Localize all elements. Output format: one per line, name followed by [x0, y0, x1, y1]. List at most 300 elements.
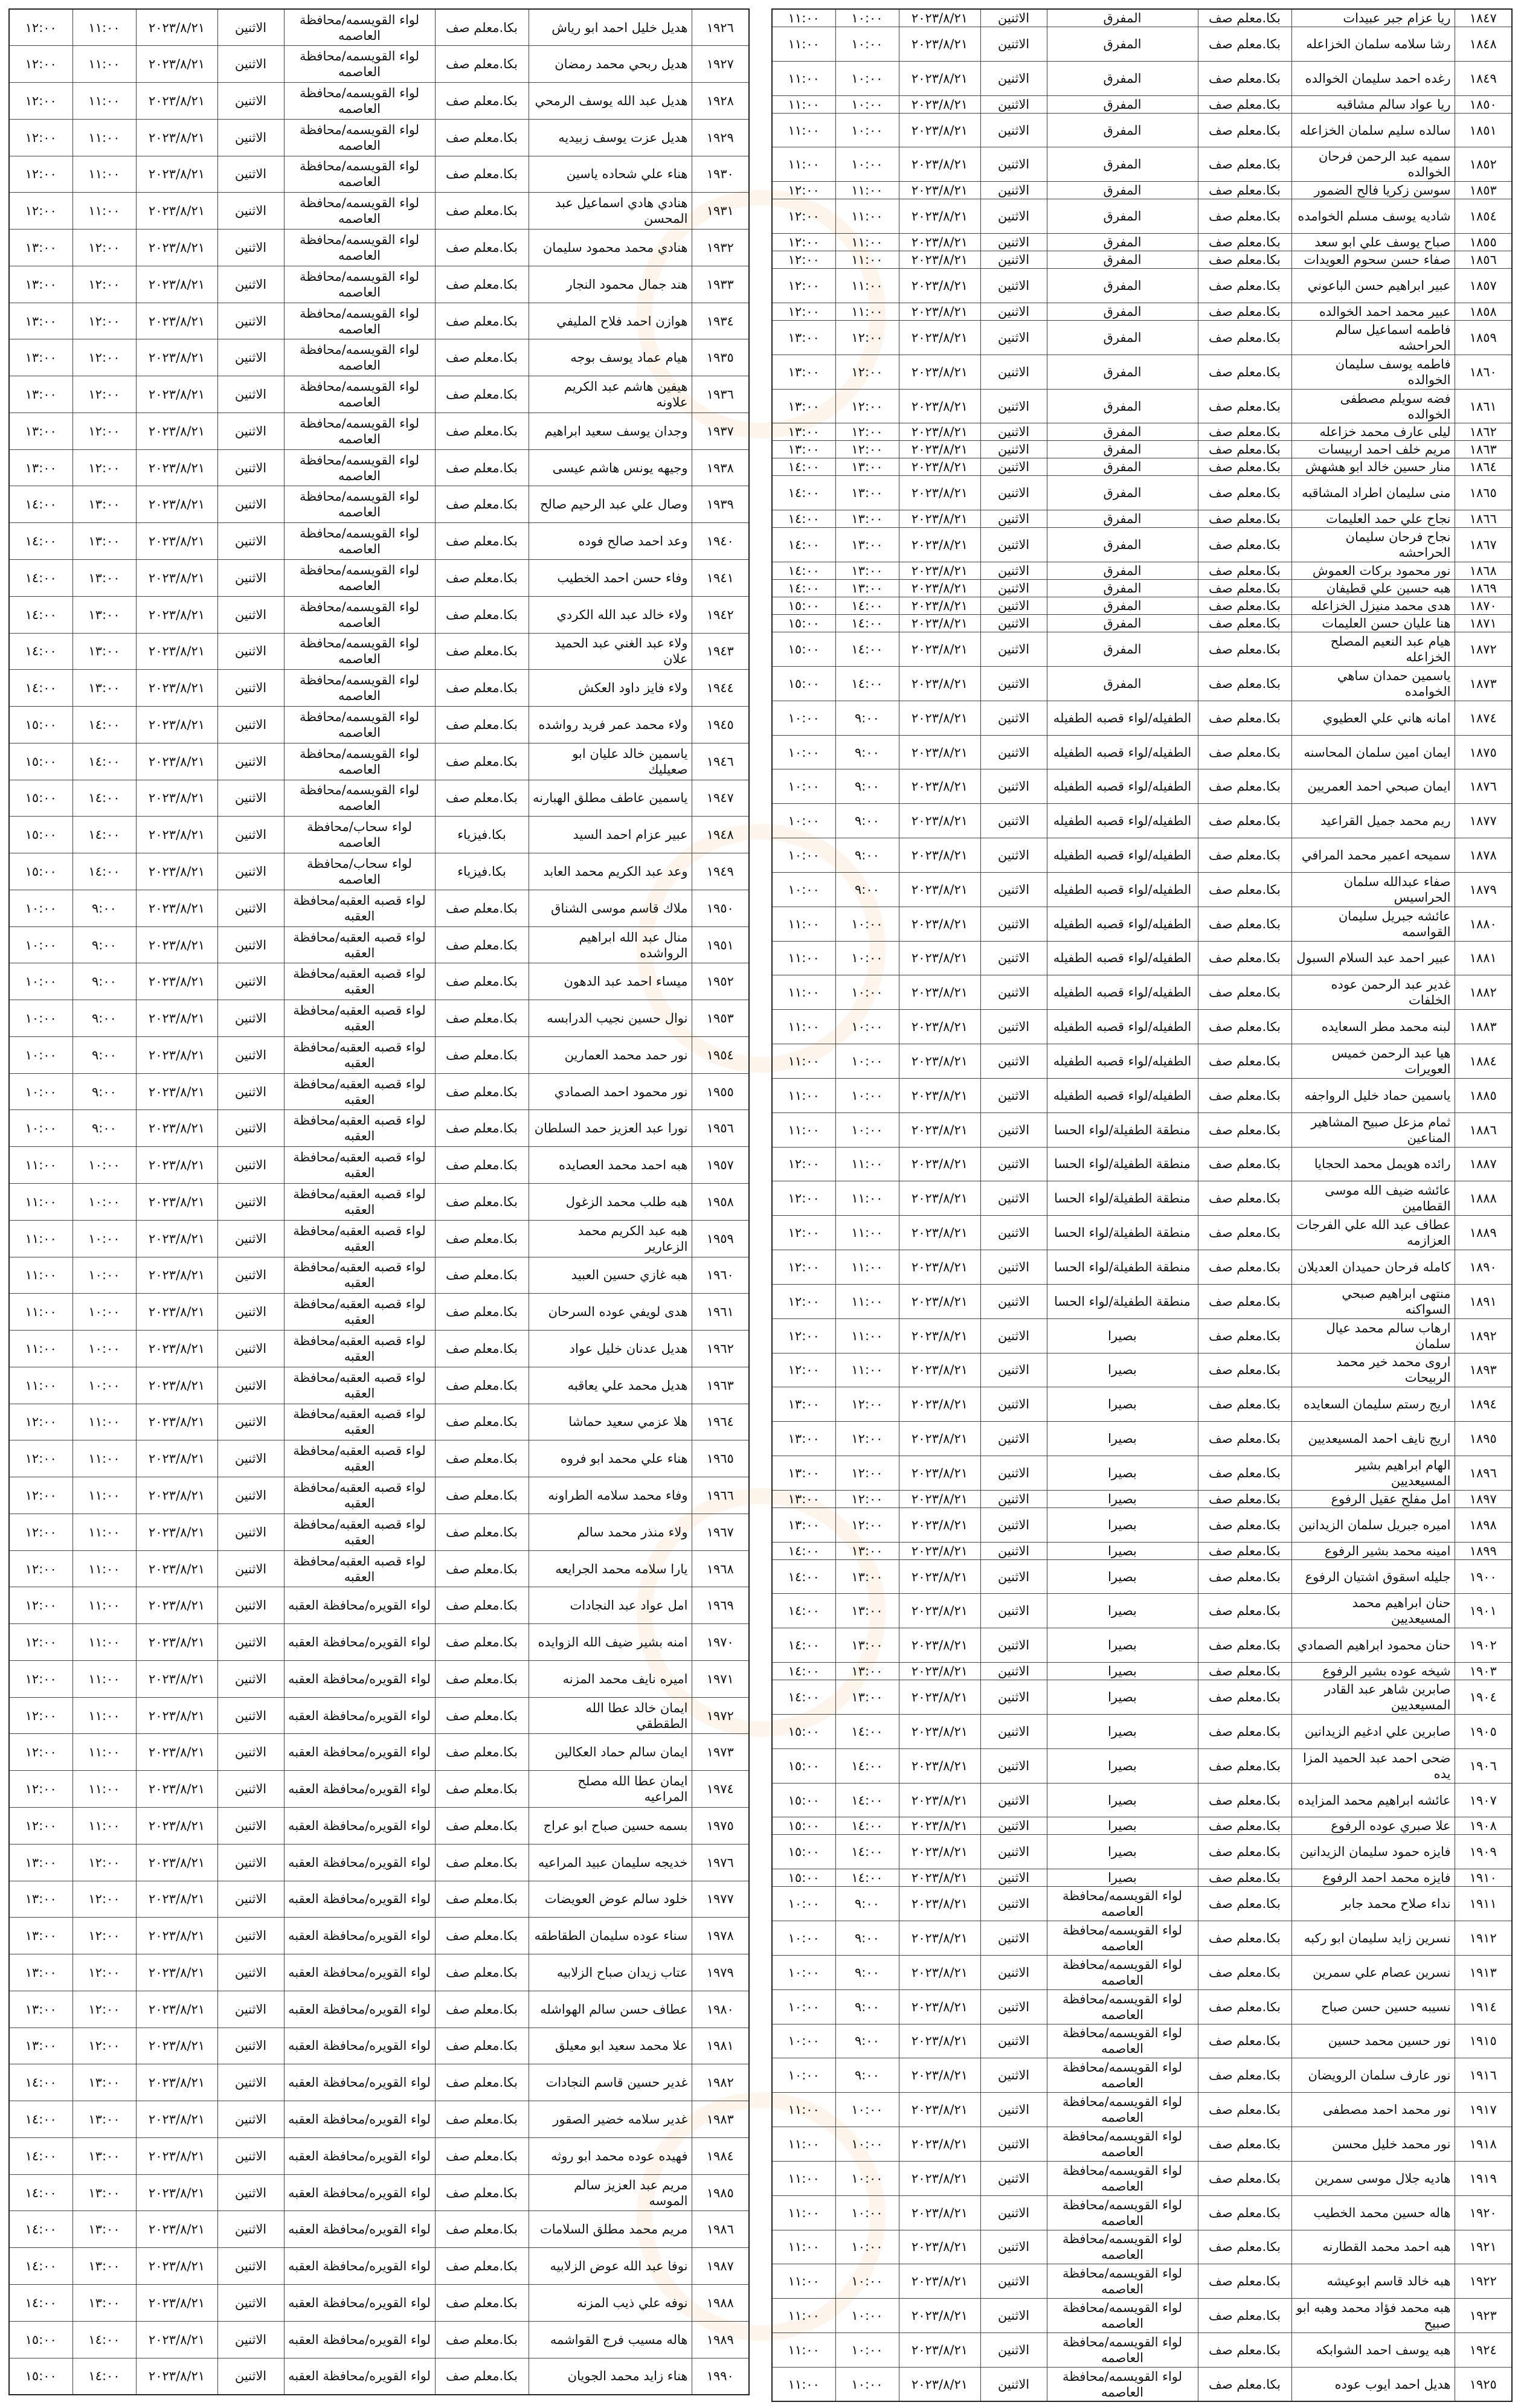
candidate-name: عبير احمد عبد السلام السبول	[1291, 941, 1455, 975]
row-number: ١٩١٩	[1455, 2161, 1512, 2195]
location: منطقة الطفيلة/لواء الحسا	[1047, 1112, 1198, 1147]
end-time: ١٣:٠٠	[9, 1881, 72, 1918]
end-time: ١٣:٠٠	[772, 1507, 835, 1542]
exam-day: الاثنين	[217, 1734, 284, 1771]
exam-day: الاثنين	[217, 780, 284, 817]
exam-date: ٢٠٢٣/٨/٢١	[899, 269, 980, 303]
location: لواء قصبه العقبه/محافظة العقبه	[284, 926, 435, 963]
row-number: ١٩١١	[1455, 1887, 1512, 1921]
exam-day: الاثنين	[980, 666, 1047, 701]
exam-date: ٢٠٢٣/٨/٢١	[899, 735, 980, 769]
exam-day: الاثنين	[217, 1477, 284, 1514]
start-time: ٩:٠٠	[72, 1073, 136, 1110]
start-time: ١٣:٠٠	[72, 523, 136, 560]
location: لواء قصبه العقبه/محافظة العقبه	[284, 1147, 435, 1184]
exam-day: الاثنين	[217, 193, 284, 230]
start-time: ١١:٠٠	[835, 269, 899, 303]
exam-day: الاثنين	[980, 615, 1047, 632]
specialization: بكا.معلم صف	[435, 1954, 529, 1991]
specialization: بكا.معلم صف	[1198, 1559, 1291, 1594]
candidate-name: عائشه ضيف الله موسى القطامين	[1291, 1181, 1455, 1216]
start-time: ١٤:٠٠	[835, 1714, 899, 1748]
exam-date: ٢٠٢٣/٨/٢١	[136, 926, 217, 963]
candidate-name: نور محمد خليل محسن	[1291, 2127, 1455, 2162]
candidate-name: غدير سلامه خضير الصقور	[529, 2101, 692, 2138]
location: منطقة الطفيلة/لواء الحسا	[1047, 1216, 1198, 1250]
exam-day: الاثنين	[217, 2284, 284, 2321]
exam-date: ٢٠٢٣/٨/٢١	[899, 95, 980, 113]
specialization: بكا.معلم صف	[435, 413, 529, 449]
location: الطفيله/لواء قصبه الطفيله	[1047, 838, 1198, 873]
candidate-name: اريج رستم سليمان السعايده	[1291, 1387, 1455, 1422]
start-time: ١٢:٠٠	[835, 320, 899, 355]
location: لواء القويره/محافظة العقبه	[284, 1881, 435, 1918]
exam-day: الاثنين	[217, 1331, 284, 1367]
exam-day: الاثنين	[980, 769, 1047, 804]
exam-date: ٢٠٢٣/٨/٢١	[899, 1216, 980, 1250]
exam-day: الاثنين	[217, 523, 284, 560]
table-row	[9, 1734, 749, 1771]
row-number: ١٨٨٦	[1455, 1112, 1512, 1147]
start-time: ٩:٠٠	[72, 1036, 136, 1073]
end-time: ١٤:٠٠	[772, 580, 835, 597]
table-row	[772, 769, 1512, 804]
row-number: ١٩٦٧	[692, 1514, 749, 1550]
start-time: ١١:٠٠	[72, 1624, 136, 1661]
start-time: ١٤:٠٠	[835, 615, 899, 632]
start-time: ١٢:٠٠	[835, 1507, 899, 1542]
exam-day: الاثنين	[217, 853, 284, 890]
start-time: ١٤:٠٠	[72, 817, 136, 853]
specialization: بكا.معلم صف	[1198, 1955, 1291, 1989]
row-number: ١٩٠٠	[1455, 1559, 1512, 1594]
row-number: ١٩٨١	[692, 2028, 749, 2064]
table-row	[9, 1624, 749, 1661]
exam-date: ٢٠٢٣/٨/٢١	[899, 1714, 980, 1748]
location: المفرق	[1047, 113, 1198, 147]
start-time: ٩:٠٠	[72, 890, 136, 926]
row-number: ١٨٩٩	[1455, 1542, 1512, 1559]
row-number: ١٨٧٦	[1455, 769, 1512, 804]
candidate-name: ولاء عبد الغني عبد الحميد علان	[529, 633, 692, 670]
table-row	[9, 2284, 749, 2321]
candidate-name: مريم عبد العزيز سالم الموسه	[529, 2174, 692, 2211]
exam-day: الاثنين	[980, 1181, 1047, 1216]
start-time: ١٠:٠٠	[835, 941, 899, 975]
candidate-name: سميه عبد الرحمن فرحان الخوالده	[1291, 147, 1455, 182]
specialization: بكا.معلم صف	[435, 743, 529, 780]
start-time: ١٣:٠٠	[835, 1663, 899, 1680]
table-row	[772, 423, 1512, 441]
table-row	[9, 413, 749, 449]
start-time: ١٠:٠٠	[835, 2230, 899, 2264]
candidate-name: عبير عزام احمد السيد	[529, 817, 692, 853]
candidate-name: منار حسين خالد ابو هشهش	[1291, 458, 1455, 476]
table-row	[9, 1477, 749, 1514]
end-time: ١٢:٠٠	[9, 9, 72, 46]
end-time: ١٢:٠٠	[9, 119, 72, 156]
row-number: ١٨٩٧	[1455, 1490, 1512, 1507]
specialization: بكا.معلم صف	[435, 303, 529, 339]
table-row	[772, 1147, 1512, 1181]
exam-day: الاثنين	[980, 1422, 1047, 1456]
row-number: ١٨٩٥	[1455, 1422, 1512, 1456]
location: لواء القويسمه/محافظة العاصمه	[284, 449, 435, 486]
exam-date: ٢٠٢٣/٨/٢١	[899, 303, 980, 320]
location: بصيرا	[1047, 1835, 1198, 1869]
exam-day: الاثنين	[980, 2367, 1047, 2401]
start-time: ١٣:٠٠	[72, 2137, 136, 2174]
row-number: ١٨٦٢	[1455, 423, 1512, 441]
exam-day: الاثنين	[980, 1817, 1047, 1835]
candidate-name: مريم محمد مطلق السلامات	[529, 2211, 692, 2248]
end-time: ١٥:٠٠	[9, 707, 72, 743]
row-number: ١٩٠٥	[1455, 1714, 1512, 1748]
end-time: ١٢:٠٠	[9, 193, 72, 230]
row-number: ١٩٤٠	[692, 523, 749, 560]
exam-date: ٢٠٢٣/٨/٢١	[136, 853, 217, 890]
row-number: ١٩٣٢	[692, 230, 749, 266]
location: لواء القويره/محافظة العقبه	[284, 2211, 435, 2248]
document-page	[8, 8, 1513, 2400]
exam-date: ٢٠٢٣/٨/٢١	[136, 523, 217, 560]
end-time: ١١:٠٠	[772, 1044, 835, 1079]
location: لواء القويسمه/محافظة العاصمه	[1047, 2299, 1198, 2333]
specialization: بكا.معلم صف	[435, 523, 529, 560]
exam-day: الاثنين	[217, 1367, 284, 1404]
exam-day: الاثنين	[980, 27, 1047, 62]
row-number: ١٩١٦	[1455, 2058, 1512, 2093]
location: بصيرا	[1047, 1490, 1198, 1507]
candidate-name: وفاء محمد سلامه الطراونه	[529, 1477, 692, 1514]
exam-day: الاثنين	[980, 234, 1047, 251]
candidate-name: نجاح علي حمد العليمات	[1291, 510, 1455, 528]
start-time: ١٣:٠٠	[72, 559, 136, 596]
table-row	[772, 1250, 1512, 1285]
end-time: ١٠:٠٠	[9, 1036, 72, 1073]
specialization: بكا.معلم صف	[435, 1440, 529, 1477]
exam-date: ٢٠٢٣/٨/٢١	[899, 2058, 980, 2093]
start-time: ١٣:٠٠	[835, 562, 899, 580]
specialization: بكا.معلم صف	[1198, 1680, 1291, 1715]
end-time: ١٢:٠٠	[772, 1353, 835, 1387]
start-time: ١٣:٠٠	[72, 670, 136, 707]
exam-date: ٢٠٢٣/٨/٢١	[899, 355, 980, 389]
specialization: بكا.معلم صف	[435, 2248, 529, 2285]
candidate-name: عبير ابراهيم حسن الباعوني	[1291, 269, 1455, 303]
specialization: بكا.معلم صف	[435, 926, 529, 963]
row-number: ١٨٨٣	[1455, 1010, 1512, 1044]
table-row	[772, 1507, 1512, 1542]
row-number: ١٩٢٧	[692, 46, 749, 83]
start-time: ١٣:٠٠	[835, 1680, 899, 1715]
location: لواء القويسمه/محافظة العاصمه	[284, 486, 435, 523]
candidate-name: ارهاب سالم محمد عيال سلمان	[1291, 1318, 1455, 1353]
specialization: بكا.معلم صف	[435, 2137, 529, 2174]
exam-day: الاثنين	[217, 2174, 284, 2211]
start-time: ١٠:٠٠	[835, 2299, 899, 2333]
candidate-name: هناء علي محمد ابو فروه	[529, 1440, 692, 1477]
table-row	[9, 156, 749, 193]
exam-day: الاثنين	[980, 389, 1047, 423]
start-time: ١١:٠٠	[72, 119, 136, 156]
table-row	[9, 523, 749, 560]
specialization: بكا.معلم صف	[435, 2284, 529, 2321]
start-time: ١٠:٠٠	[835, 2195, 899, 2230]
end-time: ١٠:٠٠	[9, 1000, 72, 1037]
exam-day: الاثنين	[217, 1954, 284, 1991]
start-time: ١٠:٠٠	[835, 61, 899, 95]
specialization: بكا.معلم صف	[1198, 597, 1291, 615]
location: الطفيله/لواء قصبه الطفيله	[1047, 701, 1198, 735]
row-number: ١٩١٣	[1455, 1955, 1512, 1989]
specialization: بكا.معلم صف	[1198, 2299, 1291, 2333]
end-time: ١٣:٠٠	[9, 2028, 72, 2064]
end-time: ١٥:٠٠	[9, 780, 72, 817]
specialization: بكا.معلم صف	[435, 1257, 529, 1294]
exam-date: ٢٠٢٣/٨/٢١	[136, 2211, 217, 2248]
end-time: ١٢:٠٠	[9, 1587, 72, 1624]
start-time: ١٠:٠٠	[835, 95, 899, 113]
row-number: ١٨٦٠	[1455, 355, 1512, 389]
candidate-name: هبه حسين علي قطيفان	[1291, 580, 1455, 597]
exam-date: ٢٠٢٣/٨/٢١	[136, 1991, 217, 2028]
specialization: بكا.معلم صف	[435, 780, 529, 817]
exam-date: ٢٠٢٣/٨/٢١	[899, 615, 980, 632]
table-row	[772, 804, 1512, 838]
exam-day: الاثنين	[980, 269, 1047, 303]
exam-date: ٢٠٢٣/٨/٢١	[899, 632, 980, 667]
table-row	[772, 632, 1512, 667]
specialization: بكا.معلم صف	[435, 2321, 529, 2358]
location: بصيرا	[1047, 1422, 1198, 1456]
specialization: بكا.معلم صف	[1198, 1714, 1291, 1748]
end-time: ١١:٠٠	[772, 1010, 835, 1044]
exam-date: ٢٠٢٣/٨/٢١	[899, 1044, 980, 1079]
exam-date: ٢٠٢٣/٨/٢١	[899, 1594, 980, 1628]
location: المفرق	[1047, 615, 1198, 632]
row-number: ١٨٧٢	[1455, 632, 1512, 667]
end-time: ١٣:٠٠	[9, 230, 72, 266]
candidate-name: علا محمد سعيد ابو معيلق	[529, 2028, 692, 2064]
table-row	[9, 670, 749, 707]
candidate-name: ولاء خالد عبد الله الكردي	[529, 596, 692, 633]
table-row	[772, 2264, 1512, 2299]
location: لواء قصبه العقبه/محافظة العقبه	[284, 1000, 435, 1037]
specialization: بكا.معلم صف	[1198, 1817, 1291, 1835]
table-row	[772, 580, 1512, 597]
row-number: ١٩١٥	[1455, 2024, 1512, 2058]
row-number: ١٨٧٩	[1455, 872, 1512, 907]
end-time: ١١:٠٠	[772, 2333, 835, 2368]
end-time: ١٥:٠٠	[772, 666, 835, 701]
start-time: ١١:٠٠	[72, 1477, 136, 1514]
row-number: ١٨٨٨	[1455, 1181, 1512, 1216]
location: بصيرا	[1047, 1507, 1198, 1542]
row-number: ١٩٦٢	[692, 1331, 749, 1367]
candidate-name: هدى لويفي عوده السرحان	[529, 1294, 692, 1331]
row-number: ١٨٥١	[1455, 113, 1512, 147]
exam-day: الاثنين	[217, 817, 284, 853]
table-row	[9, 303, 749, 339]
exam-day: الاثنين	[217, 1697, 284, 1734]
end-time: ١٢:٠٠	[772, 1284, 835, 1318]
exam-date: ٢٠٢٣/٨/٢١	[899, 2299, 980, 2333]
table-row	[772, 95, 1512, 113]
location: لواء القويره/محافظة العقبه	[284, 2248, 435, 2285]
start-time: ١٠:٠٠	[72, 1257, 136, 1294]
exam-day: الاثنين	[217, 1294, 284, 1331]
start-time: ١١:٠٠	[835, 1318, 899, 1353]
row-number: ١٩٣٦	[692, 376, 749, 413]
specialization: بكا.معلم صف	[1198, 113, 1291, 147]
start-time: ٩:٠٠	[835, 1921, 899, 1956]
exam-date: ٢٠٢٣/٨/٢١	[899, 147, 980, 182]
exam-day: الاثنين	[980, 735, 1047, 769]
table-row	[772, 701, 1512, 735]
start-time: ١٠:٠٠	[835, 27, 899, 62]
specialization: بكا.معلم صف	[435, 1844, 529, 1881]
location: الطفيله/لواء قصبه الطفيله	[1047, 1078, 1198, 1112]
location: لواء القويسمه/محافظة العاصمه	[284, 707, 435, 743]
table-row	[772, 476, 1512, 510]
exam-date: ٢٠٢٣/٨/٢١	[899, 872, 980, 907]
candidate-name: ايمان خالد عطا الله الطقطقي	[529, 1697, 692, 1734]
candidate-name: نجاح فرحان سليمان الحراحشه	[1291, 528, 1455, 562]
table-row	[9, 1110, 749, 1147]
location: المفرق	[1047, 476, 1198, 510]
end-time: ١٤:٠٠	[9, 2174, 72, 2211]
location: لواء قصبه العقبه/محافظة العقبه	[284, 1294, 435, 1331]
exam-day: الاثنين	[980, 1353, 1047, 1387]
exam-date: ٢٠٢٣/٨/٢١	[899, 1353, 980, 1387]
end-time: ١٣:٠٠	[9, 1991, 72, 2028]
specialization: بكا.معلم صف	[1198, 1422, 1291, 1456]
end-time: ١٣:٠٠	[9, 266, 72, 303]
exam-date: ٢٠٢٣/٨/٢١	[136, 2101, 217, 2138]
exam-date: ٢٠٢٣/٨/٢١	[899, 1456, 980, 1490]
row-number: ١٩١٧	[1455, 2093, 1512, 2127]
row-number: ١٩٥١	[692, 926, 749, 963]
end-time: ١٤:٠٠	[772, 510, 835, 528]
start-time: ١١:٠٠	[835, 1284, 899, 1318]
exam-date: ٢٠٢٣/٨/٢١	[899, 1680, 980, 1715]
exam-date: ٢٠٢٣/٨/٢١	[899, 2195, 980, 2230]
candidate-name: ياسمين حمدان ساهي الخوامده	[1291, 666, 1455, 701]
end-time: ١٢:٠٠	[772, 251, 835, 269]
exam-date: ٢٠٢٣/٨/٢١	[899, 2333, 980, 2368]
specialization: بكا.معلم صف	[435, 633, 529, 670]
candidate-name: ياسمين حماد خليل الرواجفه	[1291, 1078, 1455, 1112]
exam-date: ٢٠٢٣/٨/٢١	[136, 413, 217, 449]
exam-day: الاثنين	[217, 926, 284, 963]
candidate-name: هاديه جلال موسى سمرين	[1291, 2161, 1455, 2195]
exam-day: الاثنين	[980, 1044, 1047, 1079]
specialization: بكا.معلم صف	[435, 339, 529, 376]
end-time: ١٣:٠٠	[9, 303, 72, 339]
location: بصيرا	[1047, 1663, 1198, 1680]
row-number: ١٩٢١	[1455, 2230, 1512, 2264]
candidate-name: هديل محمد علي يعاقبه	[529, 1367, 692, 1404]
table-row	[9, 2358, 749, 2395]
table-row	[772, 1490, 1512, 1507]
table-row	[9, 1587, 749, 1624]
exam-date: ٢٠٢٣/٨/٢١	[136, 1697, 217, 1734]
start-time: ١٤:٠٠	[72, 743, 136, 780]
table-row	[772, 1422, 1512, 1456]
exam-date: ٢٠٢٣/٨/٢١	[136, 2064, 217, 2101]
candidate-name: هديل عبد الله يوسف الرمحي	[529, 83, 692, 120]
specialization: بكا.معلم صف	[1198, 1044, 1291, 1079]
exam-day: الاثنين	[980, 1078, 1047, 1112]
location: الطفيله/لواء قصبه الطفيله	[1047, 941, 1198, 975]
location: منطقة الطفيلة/لواء الحسا	[1047, 1284, 1198, 1318]
end-time: ١٣:٠٠	[9, 339, 72, 376]
exam-date: ٢٠٢٣/٨/٢١	[899, 769, 980, 804]
end-time: ١٠:٠٠	[9, 1110, 72, 1147]
candidate-name: نسيبه حسين حسن صباح	[1291, 1989, 1455, 2024]
location: لواء القويره/محافظة العقبه	[284, 1954, 435, 1991]
row-number: ١٩٥٢	[692, 963, 749, 1000]
location: لواء القويسمه/محافظة العاصمه	[284, 523, 435, 560]
location: المفرق	[1047, 320, 1198, 355]
start-time: ١٢:٠٠	[72, 303, 136, 339]
table-row	[9, 1073, 749, 1110]
start-time: ١٣:٠٠	[72, 2174, 136, 2211]
row-number: ١٩٨٨	[692, 2284, 749, 2321]
candidate-name: هاله مسيب فرج القواشمه	[529, 2321, 692, 2358]
end-time: ١٤:٠٠	[9, 2101, 72, 2138]
exam-day: الاثنين	[217, 670, 284, 707]
candidate-name: سميحه اعمير محمد المرافي	[1291, 838, 1455, 873]
location: لواء قصبه العقبه/محافظة العقبه	[284, 1220, 435, 1257]
start-time: ١٠:٠٠	[835, 9, 899, 27]
location: لواء القويسمه/محافظة العاصمه	[284, 559, 435, 596]
end-time: ١٥:٠٠	[772, 1714, 835, 1748]
location: لواء القويسمه/محافظة العاصمه	[284, 303, 435, 339]
exam-date: ٢٠٢٣/٨/٢١	[899, 1318, 980, 1353]
exam-date: ٢٠٢٣/٨/٢١	[136, 817, 217, 853]
exam-date: ٢٠٢٣/٨/٢١	[136, 1073, 217, 1110]
location: المفرق	[1047, 61, 1198, 95]
exam-day: الاثنين	[217, 2064, 284, 2101]
exam-date: ٢٠٢٣/٨/٢١	[136, 230, 217, 266]
table-row	[9, 9, 749, 46]
candidate-name: وجدان يوسف سعيد ابراهيم	[529, 413, 692, 449]
end-time: ١٣:٠٠	[9, 1918, 72, 1954]
specialization: بكا.معلم صف	[435, 1073, 529, 1110]
end-time: ١٤:٠٠	[9, 486, 72, 523]
table-row	[9, 1220, 749, 1257]
exam-date: ٢٠٢٣/٨/٢١	[136, 2174, 217, 2211]
location: لواء القويره/محافظة العقبه	[284, 1991, 435, 2028]
start-time: ١٣:٠٠	[72, 2064, 136, 2101]
end-time: ١٤:٠٠	[9, 559, 72, 596]
exam-date: ٢٠٢٣/٨/٢١	[136, 9, 217, 46]
end-time: ١٣:٠٠	[9, 376, 72, 413]
end-time: ١٣:٠٠	[9, 449, 72, 486]
table-row	[772, 2367, 1512, 2401]
specialization: بكا.معلم صف	[1198, 303, 1291, 320]
exam-day: الاثنين	[217, 1587, 284, 1624]
exam-day: الاثنين	[217, 1881, 284, 1918]
start-time: ١١:٠٠	[72, 1440, 136, 1477]
candidate-name: امل عواد عبد النجادات	[529, 1587, 692, 1624]
location: لواء القويره/محافظة العقبه	[284, 1624, 435, 1661]
specialization: بكا.معلم صف	[435, 1624, 529, 1661]
candidate-name: هبه طلب محمد الزغول	[529, 1184, 692, 1221]
row-number: ١٩٤٥	[692, 707, 749, 743]
